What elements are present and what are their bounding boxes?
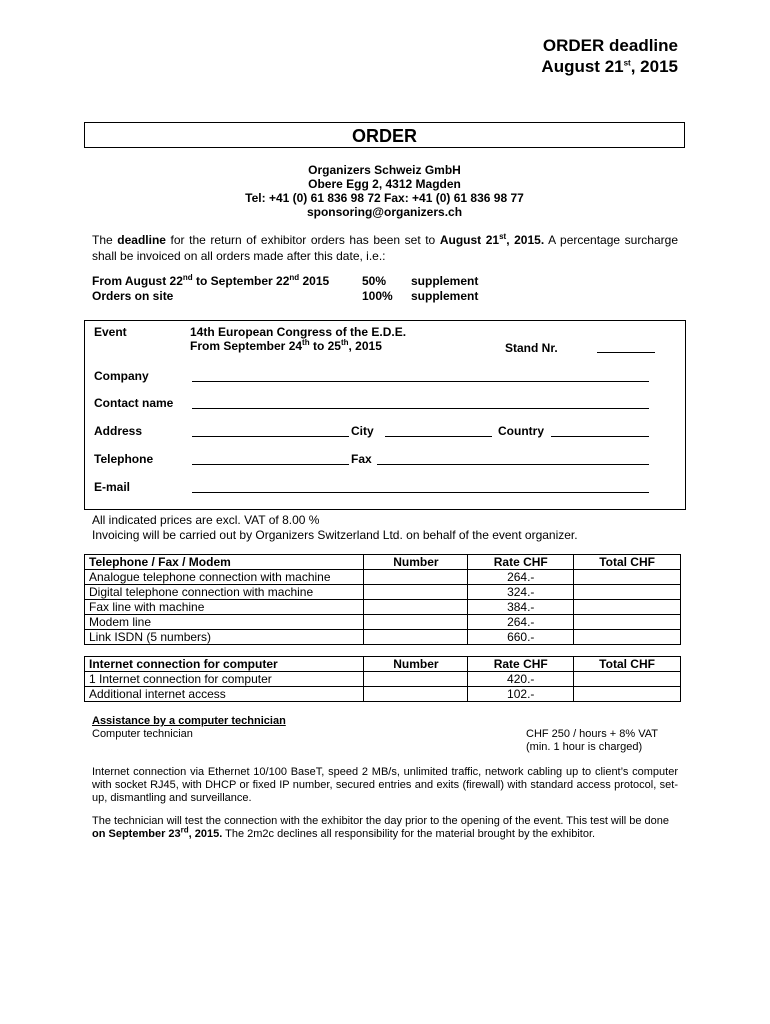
telephone-field[interactable] (192, 454, 349, 465)
email-field[interactable] (192, 482, 649, 493)
address-field[interactable] (192, 426, 349, 437)
internet-description: Internet connection via Ethernet 10/100 BaseT, speed 2 MB/s, unlimited traffic, network cabling up to client’s computer with socket RJ45, with DHCP or fixed IP number, secured entries and exits (firewall) with standard access protocol, set-up, dismantling and surveillance. (92, 766, 678, 804)
assistance-title: Assistance by a computer technician (92, 715, 286, 727)
total-cell[interactable] (574, 600, 681, 615)
fax-label: Fax (351, 452, 372, 466)
telephone-label: Telephone (94, 452, 154, 466)
event-label: Event (94, 325, 127, 339)
number-cell[interactable] (364, 687, 468, 702)
total-cell[interactable] (574, 672, 681, 687)
number-cell[interactable] (364, 630, 468, 645)
table-row: Link ISDN (5 numbers) 660.- (85, 630, 681, 645)
surcharge-table (92, 274, 478, 304)
number-cell[interactable] (364, 600, 468, 615)
organizer-address: Obere Egg 2, 4312 Magden (308, 177, 461, 191)
table-row: Modem line 264.- (85, 615, 681, 630)
city-field[interactable] (385, 426, 492, 437)
stand-label: Stand Nr. (505, 341, 558, 355)
table-row: Additional internet access 102.- (85, 687, 681, 702)
company-label: Company (94, 369, 149, 383)
table-row: Analogue telephone connection with machine 264.- (85, 570, 681, 585)
internet-table (84, 656, 681, 702)
technician-paragraph: The technician will test the connection with the exhibitor the day prior to the opening of the event. This test will be done on September 23rd, 2015. The 2m2c declines all responsibility for the material brought by the exhibitor. (92, 815, 670, 840)
invoicing-note: Invoicing will be carried out by Organizers Switzerland Ltd. on behalf of the event organizer. (92, 528, 578, 542)
event-info: 14th European Congress of the E.D.E. From September 24th to 25th, 2015 (190, 325, 407, 353)
assistance-section (92, 715, 286, 741)
number-cell[interactable] (364, 585, 468, 600)
total-cell[interactable] (574, 570, 681, 585)
total-cell[interactable] (574, 687, 681, 702)
country-field[interactable] (551, 426, 649, 437)
assistance-item: Computer technician (92, 728, 193, 740)
deadline-title: ORDER deadline (542, 36, 678, 55)
fax-field[interactable] (377, 454, 649, 465)
total-cell[interactable] (574, 585, 681, 600)
price-notes (92, 513, 578, 543)
order-title: ORDER (84, 122, 685, 148)
deadline-date: August 21st, 2015 (541, 57, 678, 76)
contact-label: Contact name (94, 396, 174, 410)
number-cell[interactable] (364, 672, 468, 687)
surcharge-row: From August 22nd to September 22nd 2015 50% supplement (92, 273, 479, 288)
address-label: Address (94, 424, 143, 438)
table-row: 1 Internet connection for computer 420.- (85, 672, 681, 687)
organizer-phone: Tel: +41 (0) 61 836 98 72 Fax: +41 (0) 61 836 98 77 (245, 191, 524, 205)
organizer-info (84, 163, 685, 219)
contact-field[interactable] (192, 398, 649, 409)
table-header-row: Internet connection for computer Number Rate CHF Total CHF (85, 657, 681, 672)
table-row: Fax line with machine 384.- (85, 600, 681, 615)
number-cell[interactable] (364, 570, 468, 585)
company-field[interactable] (192, 371, 649, 382)
table-header-row: Telephone / Fax / Modem Number Rate CHF Total CHF (85, 555, 681, 570)
total-cell[interactable] (574, 630, 681, 645)
vat-note: All indicated prices are excl. VAT of 8.00 % (92, 513, 320, 527)
stand-number-field[interactable] (597, 342, 655, 353)
order-deadline (541, 35, 678, 77)
organizer-name: Organizers Schweiz GmbH (308, 163, 461, 177)
email-label: E-mail (94, 480, 131, 494)
number-cell[interactable] (364, 615, 468, 630)
table-row: Digital telephone connection with machine 324.- (85, 585, 681, 600)
country-label: Country (498, 424, 544, 438)
assistance-price: CHF 250 / hours + 8% VAT (min. 1 hour is charged) (526, 728, 658, 753)
telephone-table (84, 554, 681, 645)
organizer-email: sponsoring@organizers.ch (306, 205, 463, 219)
exhibitor-form (84, 320, 686, 510)
city-label: City (351, 424, 374, 438)
total-cell[interactable] (574, 615, 681, 630)
deadline-paragraph: The deadline for the return of exhibitor orders has been set to August 21st, 2015. A percentage surcharge shall be invoiced on all orders made after this date, i.e.: (92, 232, 679, 263)
surcharge-row: Orders on site 100% supplement (92, 289, 479, 303)
